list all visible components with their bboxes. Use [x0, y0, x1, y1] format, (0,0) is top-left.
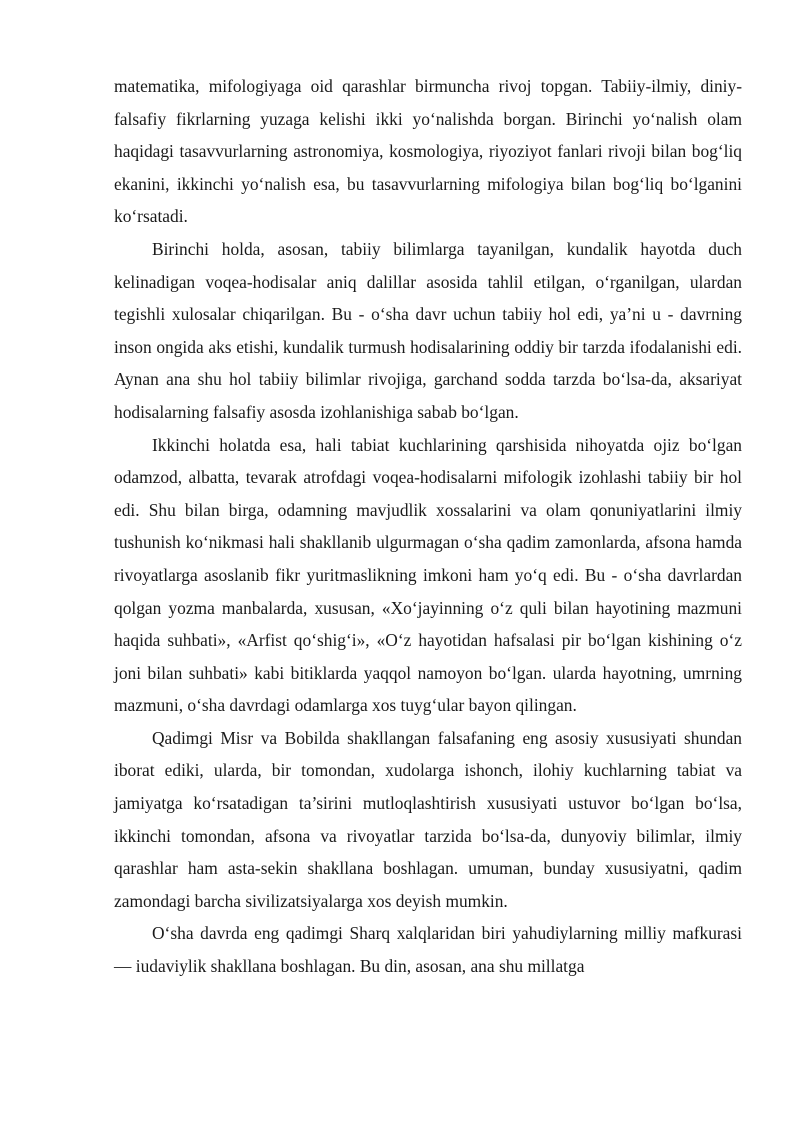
paragraph-first-approach: Birinchi holda, asosan, tabiiy bilimlarga tayanilgan, kundalik hayotda duch kelinadigan voqea-hodisalar aniq dalillar asosida tahlil etilgan, o‘rganilgan, ulardan tegishli xulosalar chiqarilgan. Bu - o‘sha davr uchun tabiiy hol edi, ya’ni u - davrning inson ongida aks etishi, kundalik turmush hodisalarining oddiy bir tarzda ifodalanishi edi. Aynan ana shu hol tabiiy bilimlar rivojiga, garchand sodda tarzda bo‘lsa-da, aksariyat hodisalarning falsafiy asosda izohlanishiga sabab bo‘lgan.: [114, 238, 742, 422]
paragraph-egypt-babylon: Qadimgi Misr va Bobilda shakllangan falsafaning eng asosiy xususiyati shundan iborat ediki, ularda, bir tomondan, xudolarga ishonch, ilohiy kuchlarning tabiat va jamiyatga ko‘rsatadigan ta’sirini mutloqlashtirish xususiyati ustuvor bo‘lgan bo‘lsa, ikkinchi tomondan, afsona va rivoyatlar tarzida bo‘lsa-da, dunyoviy bilimlar, ilmiy qarashlar ham asta-sekin shakllana boshlagan. umuman, bunday xususiyatni, qadim zamondagi barcha sivilizatsiyalarga xos deyish mumkin.: [114, 727, 742, 911]
document-page: [114, 70, 742, 983]
paragraph-second-approach: Ikkinchi holatda esa, hali tabiat kuchlarining qarshisida nihoyatda ojiz bo‘lgan odamzod, albatta, tevarak atrofdagi voqea-hodisalarni mifologik izohlashi tabiiy bir hol edi. Shu bilan birga, odamning mavjudlik xossalarini va olam qonuniyatlarini ilmiy tushunish ko‘nikmasi hali shakllanib ulgurmagan o‘sha qadim zamonlarda, afsona hamda rivoyatlarga asoslanib fikr yuritmaslikning imkoni ham yo‘q edi. Bu - o‘sha davrlardan qolgan yozma manbalarda, xususan, «Xo‘jayinning o‘z quli bilan hayotining mazmuni haqida suhbati», «Arfist qo‘shig‘i», «O‘z hayotidan hafsalasi pir bo‘lgan kishining o‘z joni bilan suhbati» kabi bitiklarda yaqqol namoyon bo‘lgan. ularda hayotning, umrning mazmuni, o‘sha davrdagi odamlarga xos tuyg‘ular bayon qilingan.: [114, 434, 742, 716]
paragraph-judaism: O‘sha davrda eng qadimgi Sharq xalqlaridan biri yahudiylarning milliy mafkurasi — iudaviylik shakllana boshlagan. Bu din, asosan, ana shu millatga: [114, 923, 742, 977]
paragraph-continuation: matematika, mifologiyaga oid qarashlar birmuncha rivoj topgan. Tabiiy-ilmiy, diniy-falsafiy fikrlarning yuzaga kelishi ikki yo‘nalishda borgan. Birinchi yo‘nalish olam haqidagi tasavvurlarning astronomiya, kosmologiya, riyoziyot fanlari rivoji bilan bog‘liq ekanini, ikkinchi yo‘nalish esa, bu tasavvurlarning mifologiya bilan bog‘liq bo‘lganini ko‘rsatadi.: [114, 76, 742, 227]
